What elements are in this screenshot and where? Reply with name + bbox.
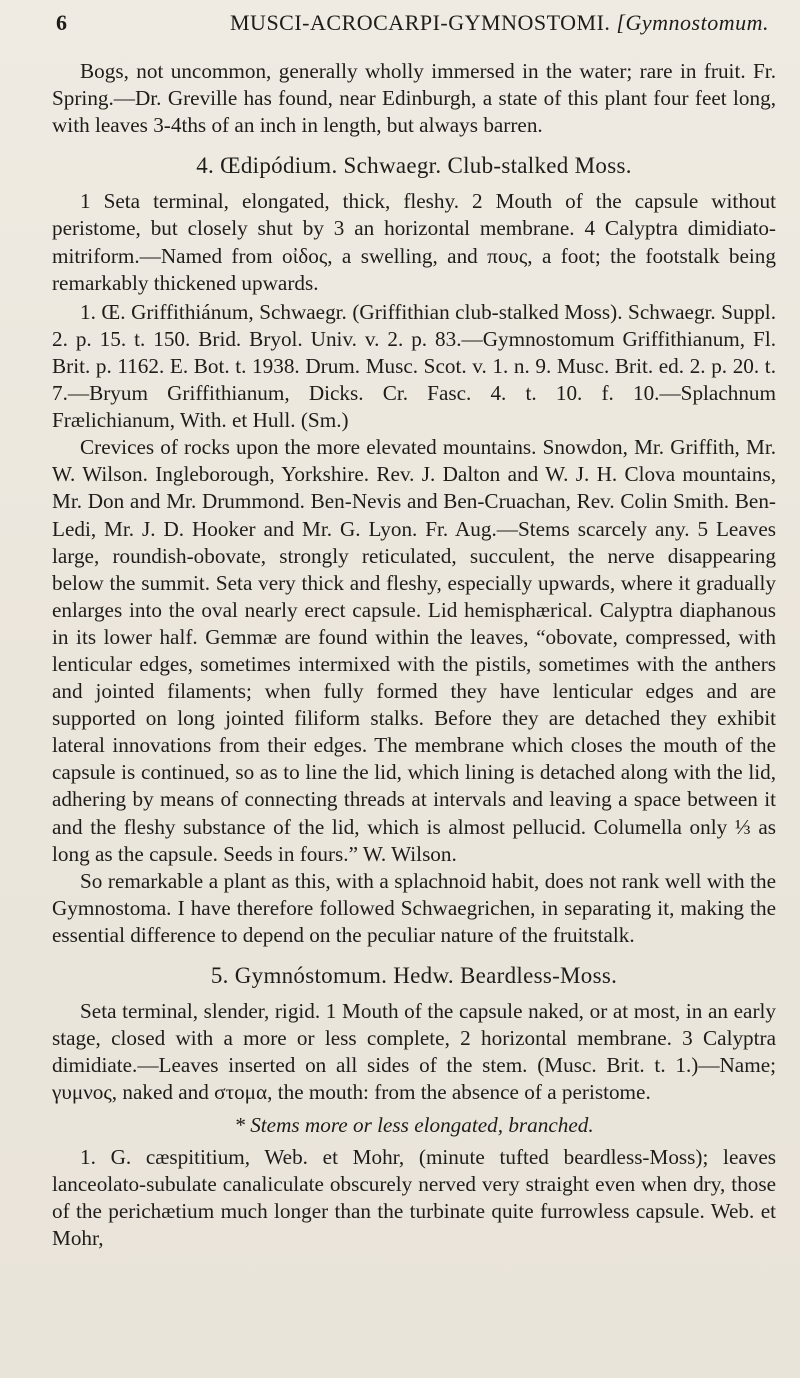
running-header xyxy=(56,8,770,42)
page-number: 6 xyxy=(56,10,68,35)
genus-heading-oedipodium: 4. Œdipódium. Schwaegr. Club-stalked Moss. xyxy=(196,153,632,179)
remark-paragraph: So remarkable a plant as this, with a splachnoid habit, does not rank well with the Gymnostoma. I have therefore followed Schwaegrichen, in separating it, making the essential difference to depend on the peculiar nature of the fruitstalk. xyxy=(52,868,776,947)
genus-description-gymnostomum: Seta terminal, slender, rigid. 1 Mouth of the capsule naked, or at most, in an early stage, closed with a more or less complete, 2 horizontal membrane. 3 Calyptra dimidiate.—Leaves inserted on all sides of the stem. (Musc. Brit. t. 1.)—Name; γυμνος, naked and στομα, the mouth: from the absence of a peristome. xyxy=(52,999,776,1105)
species-entry-griffithianum: 1. Œ. Griffithiánum, Schwaegr. (Griffithian club-stalked Moss). Schwaegr. Suppl. 2. p. 15. t. 150. Brid. Bryol. Univ. v. 2. p. 83.—Gymnostomum Griffithianum, Fl. Brit. p. 1162. E. Bot. t. 1938. Drum. Musc. Scot. v. 1. n. 9. Musc. Brit. ed. 2. p. 20. t. 7.—Bryum Griffithianum, Dicks. Cr. Fasc. 4. t. 10. f. 10.—Splachnum Frælichianum, With. et Hull. (Sm.) xyxy=(52,299,776,433)
running-title-text: MUSCI-ACROCARPI-GYMNOSTOMI. xyxy=(230,10,611,35)
species-entry-caespititium: 1. G. cæspititium, Web. et Mohr, (minute tufted beardless-Moss); leaves lanceolato-subulate canaliculate obscurely nerved very straight even when dry, those of the perichætium much longer than the turbinate quite furrowless capsule. Web. et Mohr, xyxy=(52,1144,776,1250)
genus-heading-gymnostomum: 5. Gymnóstomum. Hedw. Beardless-Moss. xyxy=(210,963,618,988)
paragraph-bogs: Bogs, not uncommon, generally wholly immersed in the water; rare in fruit. Fr. Spring.—Dr. Greville has found, near Edinburgh, a state of this plant four feet long, with leaves 3-4ths of an inch in length, but always barren. xyxy=(52,59,776,138)
running-title xyxy=(230,10,769,36)
habitat-paragraph-griffithianum: Crevices of rocks upon the more elevated mountains. Snowdon, Mr. Griffith, Mr. W. Wilson. Ingleborough, Yorkshire. Rev. J. Dalton and W. J. H. Clova mountains, Mr. Don and Mr. Drummond. Ben-Nevis and Ben-Cruachan, Rev. Colin Smith. Ben-Ledi, Mr. J. D. Hooker and Mr. G. Lyon. Fr. Aug.—Stems scarcely any. 5 Leaves large, roundish-obovate, strongly reticulated, succulent, the nerve disappearing below the summit. Seta very thick and fleshy, especially upwards, where it gradually enlarges into the oval nearly erect capsule. Lid hemisphærical. Calyptra diaphanous in its lower half. Gemmæ are found within the leaves, “obovate, compressed, with lenticular edges, sometimes intermixed with the pistils, sometimes with the anthers and jointed filaments; when fully formed they have lenticular edges and are supported on long jointed filiform stalks. Before they are detached they exhibit lateral innovations from their edges. The membrane which closes the mouth of the capsule is continued, so as to line the lid, which lining is detached along with the lid, adhering by means of connecting threads at intervals and leaving a space between it and the fleshy substance of the lid, which is almost pellucid. Columella only ⅓ as long as the capsule. Seeds in fours.” W. Wilson. xyxy=(52,435,776,866)
page-body xyxy=(52,58,776,1252)
section-subheading: * Stems more or less elongated, branched. xyxy=(234,1113,594,1138)
running-title-genus: [Gymnostomum. xyxy=(616,10,769,35)
genus-description-oedipodium: 1 Seta terminal, elongated, thick, fleshy. 2 Mouth of the capsule without peristome, but closely shut by 3 an horizontal membrane. 4 Calyptra dimidiato-mitriform.—Named from οἰδος, a swelling, and πους, a foot; the footstalk being remarkably thickened upwards. xyxy=(52,189,776,295)
